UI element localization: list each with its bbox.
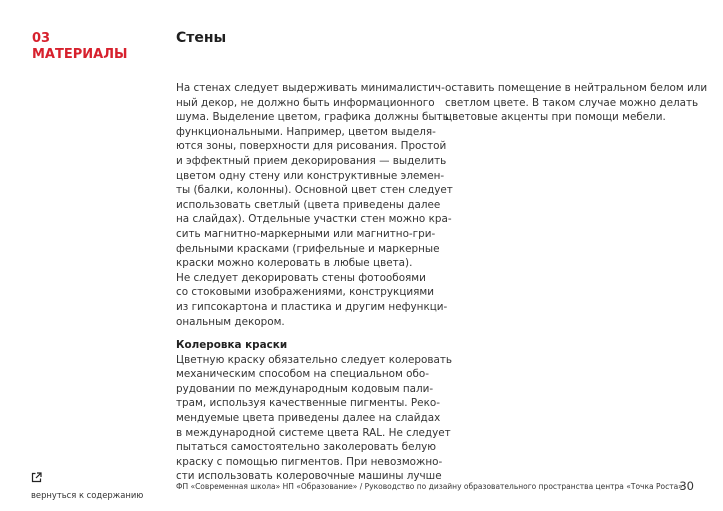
text-line: ональным декором. bbox=[176, 315, 285, 328]
text-line: цветовые акценты при помощи мебели. bbox=[445, 111, 666, 124]
text-line: использовать светлый (цвета приведены далее bbox=[176, 198, 441, 211]
text-line: светлом цвете. В таком случае можно делать bbox=[445, 96, 699, 109]
text-line: Не следует декорировать стены фотообоями bbox=[176, 271, 426, 284]
subheading: Колеровка краски bbox=[176, 339, 288, 352]
text-line: трам, используя качественные пигменты. Реко- bbox=[176, 397, 440, 410]
text-line: и эффектный прием декорирования — выделить bbox=[176, 154, 447, 167]
text-line: оставить помещение в нейтральном белом или bbox=[445, 82, 708, 94]
text-line: функциональными. Например, цветом выделя- bbox=[176, 125, 436, 138]
external-link-icon bbox=[31, 468, 42, 487]
text-line: сти использовать колеровочные машины лучше bbox=[176, 470, 442, 483]
page-number: 30 bbox=[679, 479, 694, 493]
text-line: рудовании по международным кодовым пали- bbox=[176, 382, 434, 395]
page-title: Стены bbox=[176, 30, 227, 46]
text-line: ются зоны, поверхности для рисования. Простой bbox=[176, 140, 447, 153]
text-line: сить магнитно-маркерными или магнитно-гри- bbox=[176, 227, 436, 240]
section-name: МАТЕРИАЛЫ bbox=[32, 47, 128, 62]
text-line: со стоковыми изображениями, конструкциями bbox=[176, 286, 434, 299]
text-line: из гипсокартона и пластика и другим нефункци- bbox=[176, 300, 448, 313]
text-line: краску с помощью пигментов. При невозможно- bbox=[176, 455, 443, 468]
body-column-right bbox=[445, 81, 708, 125]
text-line: механическим способом на специальном обо- bbox=[176, 368, 430, 381]
footer-document-title: ФП «Современная школа» НП «Образование» / Руководство по дизайну образовательного пространства центра «Точка Роста» bbox=[176, 482, 683, 491]
section-label bbox=[32, 31, 127, 63]
back-link[interactable]: вернуться к содержанию bbox=[31, 490, 144, 500]
text-line: фельными красками (грифельные и маркерные bbox=[176, 242, 440, 255]
text-line: ный декор, не должно быть информационного bbox=[176, 96, 435, 109]
section-number: 03 bbox=[32, 31, 51, 46]
text-line: На стенах следует выдерживать минималистич- bbox=[176, 82, 445, 94]
text-line: мендуемые цвета приведены далее на слайдах bbox=[176, 412, 441, 425]
text-line: цветом одну стену или конструктивные элемен- bbox=[176, 169, 445, 182]
text-line: Цветную краску обязательно следует колеровать bbox=[176, 353, 452, 366]
text-line: в международной системе цвета RAL. Не следует bbox=[176, 426, 451, 439]
text-line: шума. Выделение цветом, графика должны быть bbox=[176, 111, 449, 124]
text-line: на слайдах). Отдельные участки стен можно кра- bbox=[176, 213, 452, 226]
body-column-left bbox=[176, 81, 453, 484]
text-line: краски можно колеровать в любые цвета). bbox=[176, 257, 413, 270]
text-line: ты (балки, колонны). Основной цвет стен следует bbox=[176, 184, 453, 197]
back-to-contents[interactable] bbox=[31, 468, 143, 500]
text-line: пытаться самостоятельно заколеровать белую bbox=[176, 441, 436, 454]
